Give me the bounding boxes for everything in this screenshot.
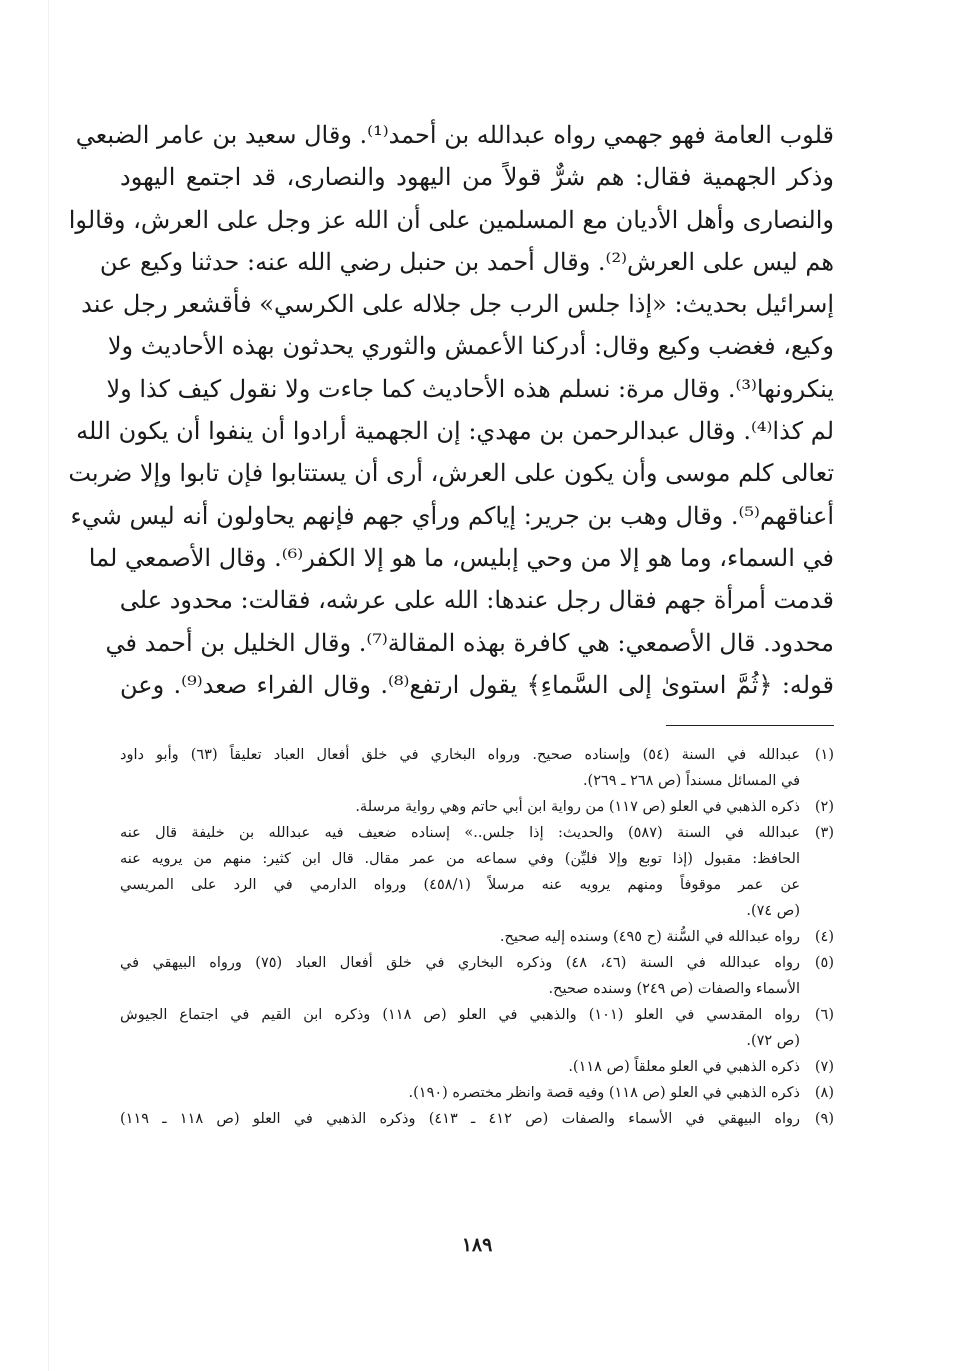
text-line: إسرائيل بحديث: «إذا جلس الرب جل جلاله على الكرسي» فأقشعر رجل عند	[81, 290, 834, 319]
footnote-line: الحافظ: مقبول (إذا توبع وإلا فليِّن) وفي سماعه من عمر مقال. قال ابن كثير: منهم من يرويه عنه	[120, 851, 800, 867]
footnote-line: (ص ٧٢).	[746, 1033, 800, 1049]
footnotes-section	[120, 742, 834, 1132]
footnote-number: (٩)	[814, 1111, 834, 1127]
footnote-body	[120, 924, 800, 950]
text-line: والنصارى وأهل الأديان مع المسلمين على أن الله عز وجل على العرش، وقالوا	[68, 205, 834, 234]
footnote-number: (٤)	[814, 929, 834, 945]
footnote-2	[120, 794, 834, 820]
page-crease	[48, 0, 49, 1371]
text-line: قدمت أمرأة جهم فقال رجل عندها: الله على عرشه، فقالت: محدود على	[119, 586, 834, 615]
footnote-line: عن عمر موقوفاً ومنهم يرويه عنه مرسلاً (٤٥٨/١) ورواه الدارمي في الرد على المريسي	[120, 877, 801, 893]
footnote-line: عبدالله في السنة (٥٤) وإسناده صحيح. ورواه البخاري في خلق أفعال العباد تعليقاً (٦٣) وأبو داود	[120, 747, 800, 763]
footnote-body	[120, 1054, 800, 1080]
footnote-body	[120, 1106, 800, 1132]
footnote-line: (ص ٧٤).	[746, 903, 800, 919]
footnote-body	[120, 742, 800, 794]
footnote-number: (٢)	[814, 799, 834, 815]
footnote-number: (١)	[814, 747, 834, 763]
footnote-line: عبدالله في السنة (٥٨٧) والحديث: إذا جلس..» إسناده ضعيف فيه عبدالله بن خليفة قال عنه	[120, 825, 800, 841]
footnote-line: ذكره الذهبي في العلو معلقاً (ص ١١٨).	[568, 1059, 800, 1075]
footnote-line: في المسائل مسنداً (ص ٢٦٨ ـ ٢٦٩).	[582, 773, 800, 789]
text-line: وذكر الجهمية فقال: هم شرٌّ قولاً من اليهود والنصارى، قد اجتمع اليهود	[120, 163, 834, 192]
main-text-block	[68, 114, 834, 706]
footnote-number: (٣)	[814, 825, 834, 841]
footnote-line: رواه المقدسي في العلو (١٠١) والذهبي في العلو (ص ١١٨) وذكره ابن القيم في اجتماع الجيوش	[120, 1007, 800, 1023]
text-line: قلوب العامة فهو جهمي رواه عبدالله بن أحمد⁽¹⁾. وقال سعيد بن عامر الضبعي	[75, 121, 834, 149]
footnote-1	[120, 742, 834, 794]
footnote-line: ذكره الذهبي في العلو (ص ١١٧) من رواية ابن أبي حاتم وهي رواية مرسلة.	[355, 799, 800, 815]
footnote-body	[120, 1080, 800, 1106]
text-line: أعناقهم⁽⁵⁾. وقال وهب بن جرير: إياكم ورأي جهم فإنهم يحاولون أنه ليس شيء	[70, 501, 834, 530]
footnote-divider	[666, 725, 834, 726]
footnote-number: (٦)	[814, 1007, 834, 1023]
footnote-body	[120, 950, 800, 1002]
text-line: وكيع، فغضب وكيع وقال: أدركنا الأعمش والثوري يحدثون بهذه الأحاديث ولا	[107, 332, 834, 361]
text-line: هم ليس على العرش⁽²⁾. وقال أحمد بن حنبل رضي الله عنه: حدثنا وكيع عن	[99, 247, 834, 276]
footnote-4	[120, 924, 834, 950]
footnote-number: (٥)	[814, 955, 834, 971]
footnote-3	[120, 820, 834, 924]
text-line: ينكرونها⁽³⁾. وقال مرة: نسلم هذه الأحاديث كما جاءت ولا نقول كيف كذا ولا	[106, 374, 834, 403]
footnote-line: الأسماء والصفات (ص ٢٤٩) وسنده صحيح.	[548, 981, 800, 997]
footnote-number: (٧)	[814, 1059, 834, 1075]
footnote-line: رواه عبدالله في السُّنة (ح ٤٩٥) وسنده إليه صحيح.	[499, 929, 800, 945]
footnote-line: ذكره الذهبي في العلو (ص ١١٨) وفيه قصة وانظر مختصره (١٩٠).	[408, 1085, 800, 1101]
text-line: محدود. قال الأصمعي: هي كافرة بهذه المقالة⁽⁷⁾. وقال الخليل بن أحمد في	[105, 628, 834, 657]
footnote-line: رواه البيهقي في الأسماء والصفات (ص ٤١٢ ـ ٤١٣) وذكره الذهبي في العلو (ص ١١٨ ـ ١١٩)	[120, 1111, 801, 1127]
footnote-8	[120, 1080, 834, 1106]
text-line: قوله: ﴿ثُمَّ استوىٰ إلى السَّماءِ﴾ يقول ارتفع⁽⁸⁾. وقال الفراء صعد⁽⁹⁾. وعن	[120, 670, 834, 699]
text-line: لم كذا⁽⁴⁾. وقال عبدالرحمن بن مهدي: إن الجهمية أرادوا أن ينفوا أن يكون الله	[76, 417, 834, 446]
footnote-body	[120, 820, 800, 924]
footnote-line: رواه عبدالله في السنة (٤٦، ٤٨) وذكره البخاري في خلق أفعال العباد (٧٥) ورواه البيهقي في	[120, 955, 801, 971]
page-number: ١٨٩	[461, 1234, 493, 1256]
footnote-number: (٨)	[814, 1085, 834, 1101]
footnote-body	[120, 1002, 800, 1054]
footnote-body	[120, 794, 800, 820]
footnote-7	[120, 1054, 834, 1080]
text-line: تعالى كلم موسى وأن يكون على العرش، أرى أن يستتابوا فإن تابوا وإلا ضربت	[68, 459, 834, 488]
footnote-9	[120, 1106, 834, 1132]
footnote-5	[120, 950, 834, 1002]
footnote-6	[120, 1002, 834, 1054]
text-line: في السماء، وما هو إلا من وحي إبليس، ما هو إلا الكفر⁽⁶⁾. وقال الأصمعي لما	[88, 543, 834, 572]
